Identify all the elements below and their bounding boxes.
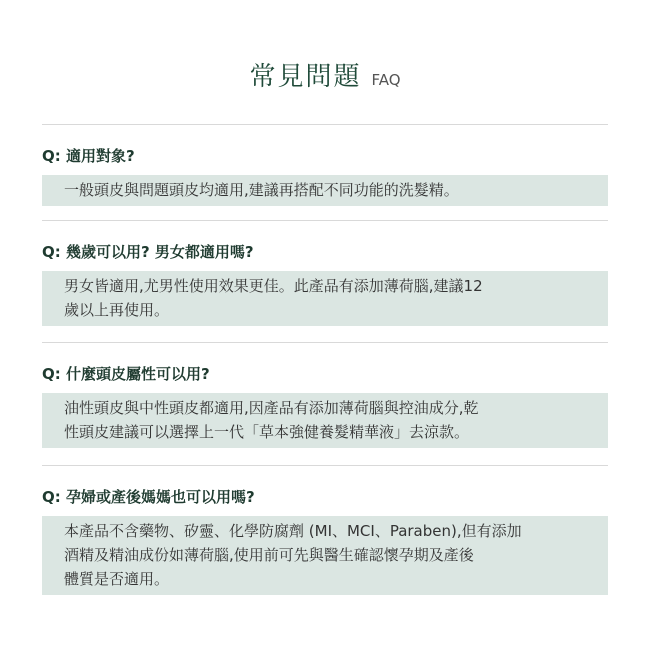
faq-answer-line: 歲以上再使用。	[64, 301, 170, 319]
faq-item	[42, 220, 608, 326]
faq-question: Q: 幾歲可以用? 男女都適用嗎?	[42, 243, 254, 261]
faq-item	[42, 124, 608, 206]
page-header	[0, 56, 650, 93]
faq-answer-line: 本產品不含藥物、矽靈、化學防腐劑 (MI、MCI、Paraben),但有添加	[64, 522, 522, 540]
faq-answer-line: 體質是否適用。	[64, 570, 170, 588]
faq-answer-line: 酒精及精油成份如薄荷腦,使用前可先與醫生確認懷孕期及產後	[64, 546, 474, 564]
faq-answer	[42, 271, 608, 326]
faq-question: Q: 適用對象?	[42, 147, 135, 165]
faq-answer	[42, 175, 608, 206]
faq-item	[42, 342, 608, 448]
faq-answer-line: 性頭皮建議可以選擇上一代「草本強健養髮精華液」去涼款。	[64, 423, 470, 441]
faq-answer	[42, 393, 608, 448]
divider	[42, 124, 608, 125]
faq-item	[42, 465, 608, 595]
divider	[42, 465, 608, 466]
divider	[42, 342, 608, 343]
faq-answer-line: 男女皆適用,尤男性使用效果更佳。此產品有添加薄荷腦,建議12	[64, 277, 483, 295]
faq-question: Q: 孕婦或產後媽媽也可以用嗎?	[42, 488, 255, 506]
faq-answer-line: 一般頭皮與問題頭皮均適用,建議再搭配不同功能的洗髮精。	[64, 181, 459, 199]
faq-answer-line: 油性頭皮與中性頭皮都適用,因產品有添加薄荷腦與控油成分,乾	[64, 399, 479, 417]
divider	[42, 220, 608, 221]
faq-answer	[42, 516, 608, 595]
page-title: 常見問題	[249, 62, 362, 92]
page-subtitle: FAQ	[371, 71, 401, 89]
faq-question: Q: 什麼頭皮屬性可以用?	[42, 365, 210, 383]
